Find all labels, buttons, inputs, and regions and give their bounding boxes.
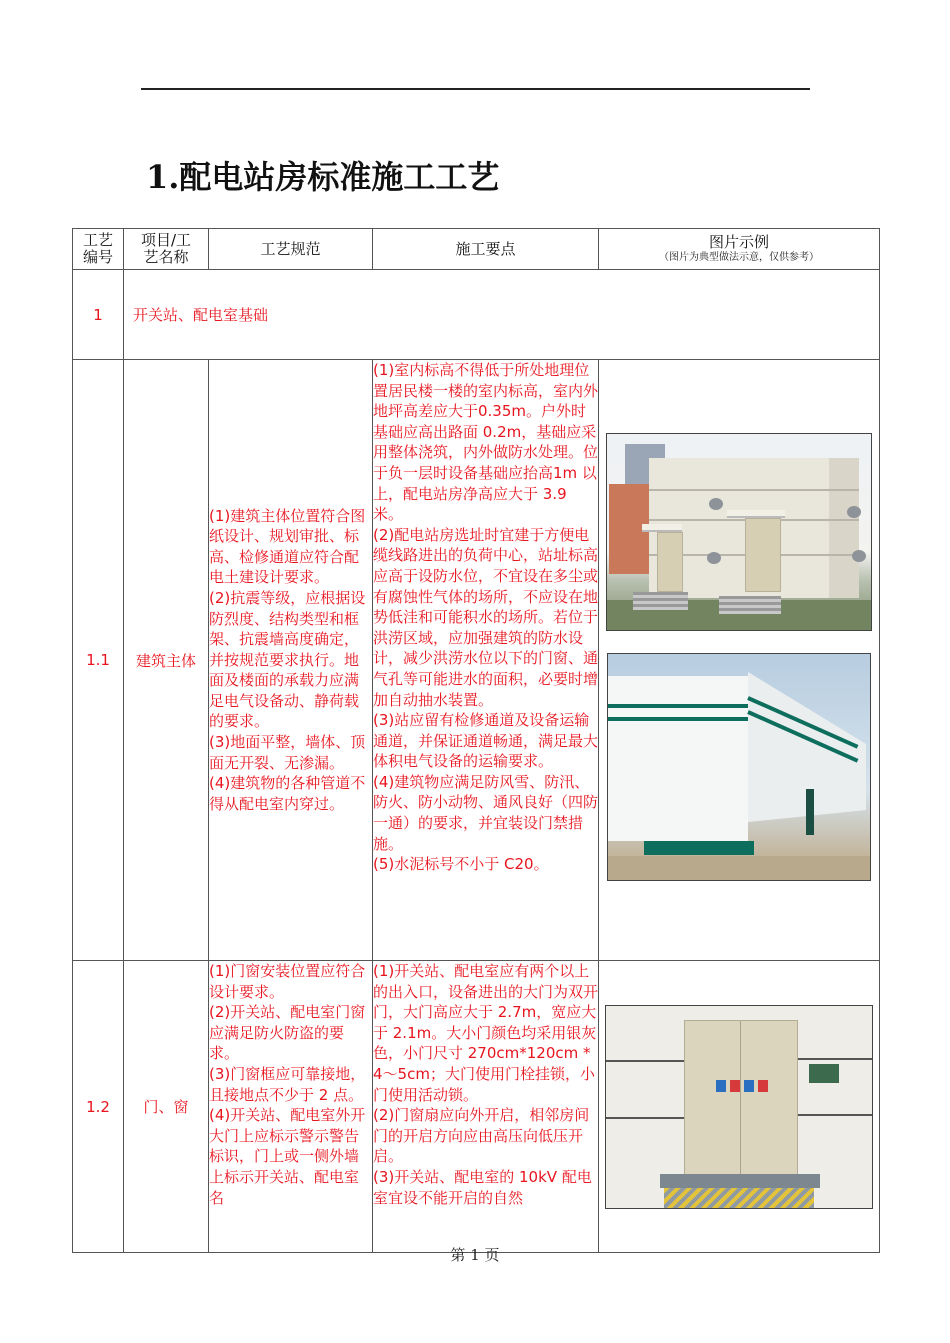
spec-item: (1)门窗安装位置应符合设计要求。 (209, 962, 366, 1001)
spec-cell (209, 961, 373, 1253)
section-number: 1 (73, 270, 124, 360)
header-name-line1: 项目/工 (140, 231, 192, 249)
spec-item: (3)门窗框应可靠接地，且接地点不少于 2 点。 (209, 1064, 366, 1104)
spec-item: (3)地面平整，墙体、顶面无开裂、无渗漏。 (209, 733, 366, 772)
table-row (73, 961, 880, 1253)
points-item: (3)开关站、配电室的 10kV 配电室宜设不能开启的自然 (373, 1167, 592, 1207)
points-item: (1)室内标高不得低于所处地理位置居民楼一楼的室内标高，室内外地坪高差应大于0.35m。户外时基础应高出路面 0.2m，基础应采用整体浇筑，内外做防水处理。位于负一层时设备基础应抬高1m 以上，配电站房净高应大于 3.9 米。 (373, 361, 599, 524)
spec-item: (4)建筑物的各种管道不得从配电室内穿过。 (209, 774, 366, 813)
section-row (73, 270, 880, 360)
points-item: (1)开关站、配电室应有两个以上的出入口，设备进出的大门为双开门，大门高应大于 2.7m，宽应大于 2.1m。大小门颜色均采用银灰色，小门尺寸 270cm*120cm * 4～5cm；大门使用门栓挂锁，小门使用活动锁。 (373, 962, 599, 1104)
page-footer (0, 1244, 950, 1265)
row-name: 门、窗 (124, 961, 209, 1253)
row-number: 1.2 (73, 961, 124, 1253)
header-name-line2: 艺名称 (143, 248, 189, 266)
points-cell (373, 360, 599, 961)
pic-cell (599, 360, 880, 961)
points-item: (2)配电站房选址时宜建于方便电缆线路进出的负荷中心，站址标高应高于设防水位，不宜设在多尘或有腐蚀性气体的场所，不应设在地势低洼和可能积水的场所。若位于洪涝区域，应加强建筑的防水设计，减少洪涝水位以下的门窗、通气孔等可能进水的面积，必要时增加自动抽水装置。 (373, 525, 599, 709)
points-item: (3)站应留有检修通道及设备运输通道，并保证通道畅通，满足最大体积电气设备的运输要求。 (373, 711, 599, 771)
photo-double-door-with-warning-signs (605, 1005, 873, 1209)
header-name (124, 229, 209, 270)
spec-item: (2)开关站、配电室门窗应满足防火防盗的要求。 (209, 1003, 366, 1063)
pic-cell (599, 961, 880, 1253)
page-title: 1.配电站房标准施工工艺 (146, 158, 500, 196)
footer-prefix: 第 (450, 1246, 466, 1264)
spec-item: (4)开关站、配电室外开大门上应标示警示警告标识，门上或一侧外墙上标示开关站、配电室名 (209, 1106, 366, 1207)
header-code (73, 229, 124, 270)
header-pic-note: （图片为典型做法示意，仅供参考） (659, 252, 819, 263)
points-cell (373, 961, 599, 1253)
section-title: 开关站、配电室基础 (124, 270, 880, 360)
header-spec: 工艺规范 (209, 229, 373, 270)
row-name: 建筑主体 (124, 360, 209, 961)
table-row (73, 360, 880, 961)
photo-substation-building-beige (606, 433, 872, 631)
points-item: (4)建筑物应满足防风雪、防汛、防火、防小动物、通风良好（四防一通）的要求，并宜装设门禁措施。 (373, 772, 599, 853)
page-number: 1 (470, 1246, 480, 1264)
header-pic (599, 229, 880, 270)
header-pic-label: 图片示例 (708, 233, 769, 251)
spec-cell (209, 360, 373, 961)
spec-item: (2)抗震等级，应根据设防烈度、结构类型和框架、抗震墙高度确定，并按规范要求执行。地面及楼面的承载力应满足电气设备动、静荷载的要求。 (209, 588, 366, 731)
header-code-line2: 编号 (82, 248, 113, 266)
table-header-row (73, 229, 880, 270)
spec-item: (1)建筑主体位置符合图纸设计、规划审批、标高、检修通道应符合配电土建设计要求。 (209, 506, 366, 587)
points-item: (5)水泥标号不小于 C20。 (373, 855, 549, 874)
points-item: (2)门窗扇应向外开启，相邻房间门的开启方向应由高压向低压开启。 (373, 1106, 590, 1166)
photo-substation-building-white-green-stripe (607, 653, 871, 881)
footer-suffix: 页 (484, 1246, 500, 1264)
row-number: 1.1 (73, 360, 124, 961)
header-points: 施工要点 (373, 229, 599, 270)
craft-table (72, 228, 880, 1253)
header-code-line1: 工艺 (82, 231, 113, 249)
header-rule (141, 88, 810, 90)
